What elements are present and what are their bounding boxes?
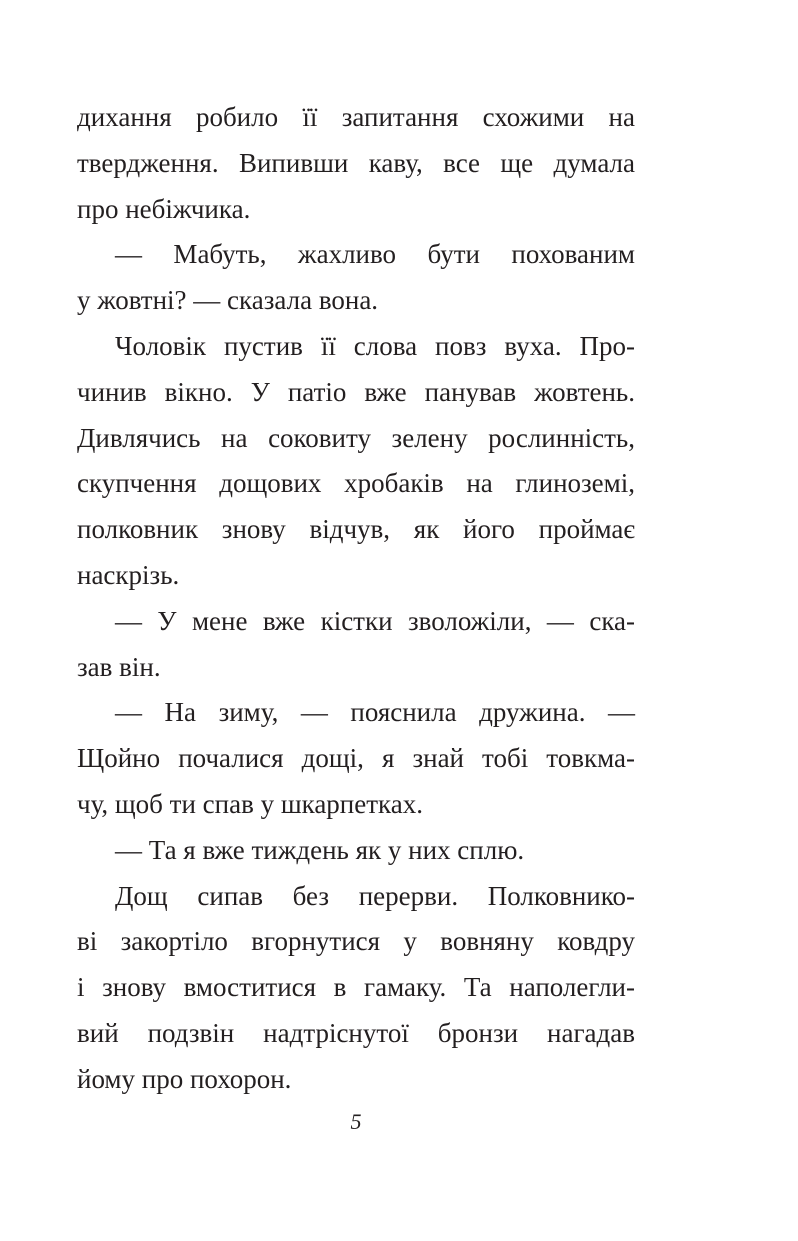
- text-line: скупчення дощових хробаків на глиноземі,: [77, 468, 635, 499]
- text-line: Дивлячись на соковиту зелену рослинність,: [77, 422, 635, 453]
- text-line: Щойно почалися дощі, я знай тобі товкма-: [77, 743, 635, 774]
- text-line: твердження. Випивши каву, все ще думала: [77, 147, 635, 178]
- text-line: чу, щоб ти спав у шкарпетках.: [77, 788, 423, 819]
- text-line: полковник знову відчув, як його проймає: [77, 514, 635, 545]
- text-line: про небіжчика.: [77, 193, 251, 224]
- text-line: — На зиму, — пояснила дружина. —: [115, 697, 635, 728]
- text-line: — Мабуть, жахливо бути похованим: [115, 239, 635, 270]
- text-line: йому про похорон.: [77, 1063, 292, 1094]
- text-line: Чоловік пустив її слова повз вуха. Про-: [115, 330, 635, 361]
- text-line: зав він.: [77, 651, 161, 682]
- page-number: 5: [350, 1109, 362, 1134]
- text-line: наскрізь.: [77, 559, 180, 590]
- text-line: і знову вмоститися в гамаку. Та наполегли-: [77, 972, 635, 1003]
- text-line: Дощ сипав без перерви. Полковнико-: [115, 880, 635, 911]
- text-line: вий подзвін надтріснутої бронзи нагадав: [77, 1017, 635, 1048]
- text-line: чинив вікно. У патіо вже панував жовтень.: [77, 376, 635, 407]
- text-line: — У мене вже кістки зволожіли, — ска-: [115, 605, 635, 636]
- text-line: ві закортіло вгорнутися у вовняну ковдру: [77, 926, 635, 957]
- text-line: у жовтні? — сказала вона.: [77, 285, 379, 316]
- text-line: дихання робило її запитання схожими на: [77, 102, 635, 132]
- text-line: — Та я вже тиждень як у них сплю.: [115, 834, 525, 865]
- page-text: [77, 95, 635, 1103]
